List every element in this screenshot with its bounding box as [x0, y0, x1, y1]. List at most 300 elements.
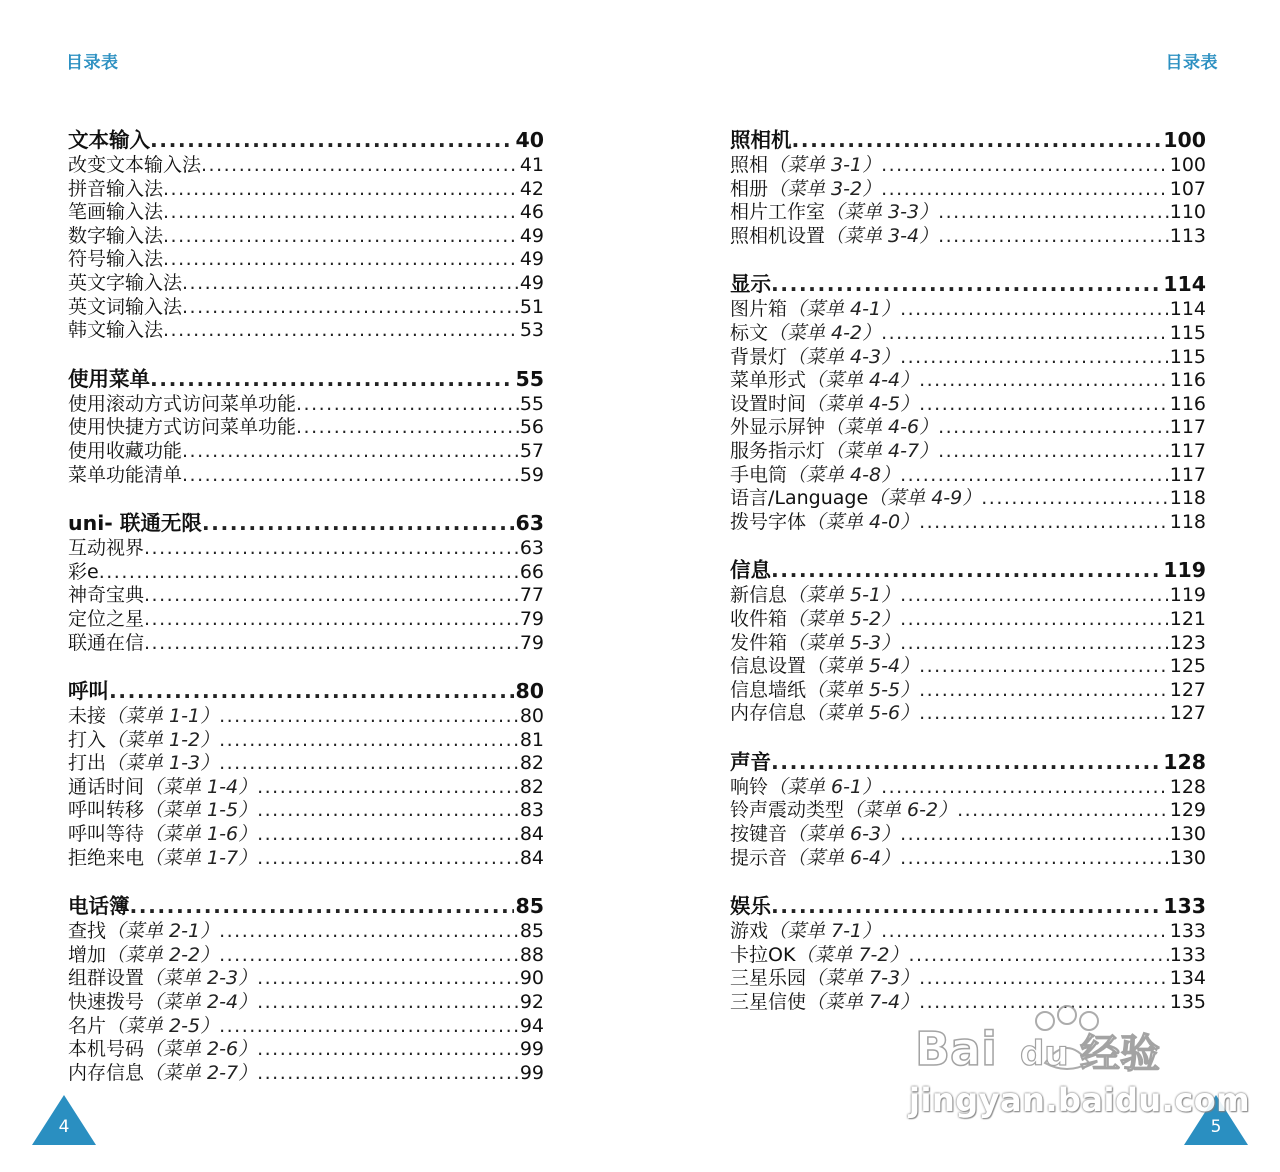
toc-entry [68, 823, 544, 847]
entry-page-number: 46 [519, 201, 544, 224]
entry-label: 符号输入法 [68, 248, 164, 271]
dot-leader [881, 776, 1169, 800]
entry-page-number: 84 [519, 823, 544, 846]
toc-entry [730, 799, 1206, 823]
entry-label: 拼音输入法 [68, 177, 164, 200]
toc-entry [68, 920, 544, 944]
baidu-jingyan-logo [905, 1003, 1205, 1083]
svg-text:Bai: Bai [915, 1022, 997, 1076]
toc-entry [730, 298, 1206, 322]
dot-leader [163, 319, 519, 343]
dot-leader [900, 608, 1169, 632]
section-title: 显示 [730, 272, 771, 297]
entry-label: 铃声震动类型 [730, 799, 845, 822]
entry-page-number: 92 [519, 991, 544, 1014]
entry-label: 打入 [68, 728, 107, 751]
section-page-number: 100 [1163, 128, 1206, 152]
entry-label: 使用收藏功能 [68, 439, 183, 462]
section-page-number: 128 [1163, 749, 1206, 774]
dot-leader [771, 893, 1162, 920]
dot-leader [150, 366, 514, 393]
entry-menu-ref: （菜单 2-5） [106, 1014, 220, 1037]
section-title: 电话簿 [68, 894, 130, 919]
toc-entry [68, 944, 544, 968]
entry-page-number: 49 [519, 224, 544, 247]
dot-leader [900, 584, 1169, 608]
section-title: 文本输入 [68, 128, 150, 152]
entry-menu-ref: （菜单 3-1） [768, 154, 882, 176]
entry-label: 内存信息 [68, 1061, 145, 1084]
entry-menu-ref: （菜单 3-2） [768, 177, 882, 200]
entry-menu-ref: （菜单 2-2） [106, 943, 220, 966]
section-page-number: 40 [515, 128, 544, 152]
entry-page-number: 41 [519, 154, 544, 176]
entry-label: 组群设置 [68, 967, 145, 990]
dot-leader [900, 298, 1169, 322]
entry-page-number: 100 [1169, 154, 1206, 176]
toc-entry [68, 296, 544, 320]
dot-leader [257, 991, 519, 1015]
entry-menu-ref: （菜单 6-1） [768, 775, 882, 798]
dot-leader [919, 393, 1169, 417]
dot-leader [771, 749, 1162, 776]
entry-page-number: 53 [519, 319, 544, 342]
entry-menu-ref: （菜单 6-3） [787, 823, 901, 846]
entry-label: 通话时间 [68, 775, 145, 798]
dot-leader [219, 1015, 519, 1039]
entry-menu-ref: （菜单 5-6） [806, 702, 920, 725]
dot-leader [792, 127, 1163, 154]
entry-page-number: 130 [1169, 823, 1206, 846]
entry-menu-ref: （菜单 4-4） [806, 369, 920, 392]
toc-entry [68, 1038, 544, 1062]
toc-section [68, 510, 544, 655]
entry-page-number: 51 [519, 295, 544, 318]
entry-page-number: 127 [1169, 678, 1206, 701]
entry-menu-ref: （菜单 4-0） [806, 510, 920, 533]
entry-label: 标文 [730, 321, 769, 344]
dot-leader [771, 557, 1162, 584]
dot-leader [182, 296, 519, 320]
entry-label: 打出 [68, 752, 107, 775]
dot-leader [296, 393, 519, 417]
toc-entry [68, 537, 544, 561]
entry-label: 菜单形式 [730, 369, 807, 392]
toc-section [730, 749, 1206, 870]
dot-leader [201, 154, 519, 178]
toc-section-heading [68, 127, 544, 154]
entry-label: 使用滚动方式访问菜单功能 [68, 392, 297, 415]
entry-menu-ref: （菜单 5-5） [806, 678, 920, 701]
entry-label: 笔画输入法 [68, 201, 164, 224]
dot-leader [182, 272, 519, 296]
toc-entry [68, 248, 544, 272]
entry-menu-ref: （菜单 2-6） [144, 1038, 258, 1061]
dot-leader [109, 678, 514, 705]
toc-entry [68, 584, 544, 608]
toc-entry [730, 584, 1206, 608]
entry-label: 查找 [68, 920, 107, 943]
entry-label: 服务指示灯 [730, 439, 826, 462]
entry-label: 快速拨号 [68, 991, 145, 1014]
entry-label: 呼叫转移 [68, 799, 145, 822]
entry-page-number: 110 [1169, 201, 1206, 224]
entry-label: 收件箱 [730, 607, 788, 630]
toc-section [68, 893, 544, 1085]
entry-menu-ref: （菜单 1-4） [144, 775, 258, 798]
section-page-number: 114 [1163, 272, 1206, 297]
toc-entry [730, 154, 1206, 178]
dot-leader [938, 416, 1169, 440]
entry-page-number: 99 [519, 1061, 544, 1084]
entry-page-number: 49 [519, 248, 544, 271]
entry-label: 新信息 [730, 584, 788, 607]
section-title: 呼叫 [68, 679, 109, 704]
entry-page-number: 134 [1169, 967, 1206, 990]
dot-leader [909, 944, 1169, 968]
toc-section-heading [68, 510, 544, 537]
toc-entry [730, 967, 1206, 991]
dot-leader [219, 752, 519, 776]
entry-label: 改变文本输入法 [68, 154, 202, 176]
toc-section [730, 893, 1206, 1014]
entry-label: 数字输入法 [68, 224, 164, 247]
dot-leader [257, 1038, 519, 1062]
entry-menu-ref: （菜单 7-2） [795, 943, 909, 966]
entry-label: 外显示屏钟 [730, 416, 826, 439]
toc-entry [730, 823, 1206, 847]
section-page-number: 119 [1163, 558, 1206, 583]
right-page [640, 0, 1280, 1172]
section-page-number: 85 [515, 894, 544, 919]
toc-entry [68, 847, 544, 871]
toc-entry [68, 991, 544, 1015]
entry-menu-ref: （菜单 1-7） [144, 846, 258, 869]
toc-section [730, 557, 1206, 726]
dot-leader [163, 201, 519, 225]
entry-label: 信息墙纸 [730, 678, 807, 701]
entry-page-number: 121 [1169, 607, 1206, 630]
entry-label: 照相 [730, 154, 769, 176]
entry-label: 语言/Language [730, 487, 869, 510]
entry-menu-ref: （菜单 4-7） [825, 439, 939, 462]
toc-entry [730, 608, 1206, 632]
dot-leader [257, 847, 519, 871]
section-title: 声音 [730, 749, 771, 774]
entry-menu-ref: （菜单 4-8） [787, 463, 901, 486]
entry-page-number: 56 [519, 416, 544, 439]
entry-menu-ref: （菜单 2-1） [106, 920, 220, 943]
entry-label: 相册 [730, 177, 769, 200]
entry-label: 呼叫等待 [68, 823, 145, 846]
entry-menu-ref: （菜单 7-1） [768, 920, 882, 943]
entry-label: 内存信息 [730, 702, 807, 725]
entry-menu-ref: （菜单 5-4） [806, 655, 920, 678]
toc-entry [68, 705, 544, 729]
toc-section-heading [730, 127, 1206, 154]
toc-section-heading [68, 893, 544, 920]
entry-label: 联通在信 [68, 631, 145, 654]
dot-leader [182, 464, 519, 488]
toc-entry [68, 967, 544, 991]
entry-menu-ref: （菜单 7-4） [806, 991, 920, 1014]
dot-leader [219, 705, 519, 729]
entry-page-number: 130 [1169, 846, 1206, 869]
entry-page-number: 57 [519, 439, 544, 462]
toc-section-heading [730, 893, 1206, 920]
entry-menu-ref: （菜单 5-1） [787, 584, 901, 607]
dot-leader [900, 632, 1169, 656]
toc-entry [730, 679, 1206, 703]
dot-leader [219, 920, 519, 944]
entry-menu-ref: （菜单 1-2） [106, 728, 220, 751]
entry-page-number: 80 [519, 705, 544, 728]
entry-menu-ref: （菜单 4-1） [787, 298, 901, 321]
toc-entry [730, 702, 1206, 726]
entry-menu-ref: （菜单 2-4） [144, 991, 258, 1014]
entry-page-number: 114 [1169, 298, 1206, 321]
entry-menu-ref: （菜单 1-5） [144, 799, 258, 822]
entry-label: 神奇宝典 [68, 584, 145, 607]
entry-menu-ref: （菜单 4-3） [787, 345, 901, 368]
entry-page-number: 94 [519, 1014, 544, 1037]
entry-page-number: 117 [1169, 439, 1206, 462]
dot-leader [881, 920, 1169, 944]
page-number: 5 [1210, 1117, 1222, 1137]
dot-leader [938, 440, 1169, 464]
entry-page-number: 129 [1169, 799, 1206, 822]
toc-entry [68, 464, 544, 488]
dot-leader [130, 893, 515, 920]
svg-text:du: du [1020, 1034, 1069, 1074]
entry-page-number: 83 [519, 799, 544, 822]
page-header: 目录表 [1165, 53, 1218, 73]
section-title: 使用菜单 [68, 366, 150, 391]
toc-entry [68, 201, 544, 225]
table-of-contents [730, 127, 1206, 1038]
watermark-url: jingyan.baidu.com [909, 1081, 1251, 1119]
dot-leader [219, 729, 519, 753]
entry-menu-ref: （菜单 4-2） [768, 321, 882, 344]
toc-entry [68, 178, 544, 202]
toc-entry [730, 346, 1206, 370]
entry-menu-ref: （菜单 4-9） [868, 487, 982, 510]
dot-leader [257, 799, 519, 823]
entry-label: 拨号字体 [730, 510, 807, 533]
toc-entry [68, 154, 544, 178]
dot-leader [257, 967, 519, 991]
entry-page-number: 116 [1169, 369, 1206, 392]
entry-page-number: 128 [1169, 775, 1206, 798]
baidu-logo-lettering [915, 1022, 1160, 1077]
toc-entry [68, 776, 544, 800]
section-title: uni- 联通无限 [68, 511, 202, 536]
entry-page-number: 118 [1169, 510, 1206, 533]
entry-page-number: 79 [519, 607, 544, 630]
dot-leader [881, 154, 1169, 178]
section-page-number: 55 [515, 366, 544, 391]
toc-section [68, 127, 544, 343]
entry-page-number: 116 [1169, 392, 1206, 415]
entry-label: 按键音 [730, 823, 788, 846]
entry-label: 互动视界 [68, 537, 145, 560]
entry-page-number: 82 [519, 752, 544, 775]
toc-entry [730, 178, 1206, 202]
baidu-watermark [905, 1003, 1251, 1123]
entry-page-number: 79 [519, 631, 544, 654]
entry-page-number: 63 [519, 537, 544, 560]
section-title: 信息 [730, 558, 771, 583]
section-title: 照相机 [730, 128, 792, 152]
entry-page-number: 113 [1169, 224, 1206, 247]
entry-label: 图片箱 [730, 298, 788, 321]
entry-label: 三星信使 [730, 991, 807, 1014]
entry-page-number: 55 [519, 392, 544, 415]
dot-leader [150, 127, 514, 154]
dot-leader [99, 561, 519, 585]
entry-menu-ref: （菜单 3-4） [825, 224, 939, 247]
entry-label: 增加 [68, 943, 107, 966]
toc-entry [68, 440, 544, 464]
toc-entry [68, 608, 544, 632]
dot-leader [163, 248, 519, 272]
toc-entry [730, 511, 1206, 535]
entry-menu-ref: （菜单 7-3） [806, 967, 920, 990]
entry-page-number: 133 [1169, 943, 1206, 966]
dot-leader [919, 679, 1169, 703]
entry-page-number: 115 [1169, 345, 1206, 368]
entry-label: 未接 [68, 705, 107, 728]
toc-entry [68, 272, 544, 296]
entry-page-number: 42 [519, 177, 544, 200]
dot-leader [771, 271, 1162, 298]
entry-page-number: 117 [1169, 416, 1206, 439]
dot-leader [144, 537, 519, 561]
entry-page-number: 88 [519, 943, 544, 966]
page-header: 目录表 [66, 53, 119, 73]
dot-leader [981, 487, 1168, 511]
entry-label: 本机号码 [68, 1038, 145, 1061]
toc-entry [730, 440, 1206, 464]
toc-entry [730, 322, 1206, 346]
entry-menu-ref: （菜单 2-3） [144, 967, 258, 990]
toc-entry [730, 487, 1206, 511]
dot-leader [919, 702, 1169, 726]
entry-page-number: 81 [519, 728, 544, 751]
section-title: 娱乐 [730, 894, 771, 919]
toc-section-heading [730, 749, 1206, 776]
entry-menu-ref: （菜单 6-2） [844, 799, 958, 822]
dot-leader [919, 369, 1169, 393]
dot-leader [257, 1062, 519, 1086]
entry-menu-ref: （菜单 5-3） [787, 631, 901, 654]
toc-section-heading [730, 557, 1206, 584]
dot-leader [219, 944, 519, 968]
dot-leader [144, 632, 519, 656]
toc-entry [68, 1062, 544, 1086]
toc-section [68, 366, 544, 487]
dot-leader [938, 201, 1169, 225]
entry-page-number: 125 [1169, 655, 1206, 678]
toc-entry [730, 369, 1206, 393]
dot-leader [900, 346, 1169, 370]
entry-menu-ref: （菜单 1-6） [144, 823, 258, 846]
dot-leader [144, 584, 519, 608]
toc-section-heading [68, 678, 544, 705]
entry-label: 使用快捷方式访问菜单功能 [68, 416, 297, 439]
entry-menu-ref: （菜单 2-7） [144, 1061, 258, 1084]
dot-leader [257, 776, 519, 800]
dot-leader [957, 799, 1169, 823]
entry-menu-ref: （菜单 1-1） [106, 705, 220, 728]
entry-page-number: 117 [1169, 463, 1206, 486]
entry-label: 彩e [68, 560, 99, 583]
toc-entry [730, 847, 1206, 871]
entry-page-number: 115 [1169, 321, 1206, 344]
table-of-contents [68, 127, 544, 1108]
dot-leader [938, 225, 1169, 249]
toc-entry [68, 416, 544, 440]
entry-label: 菜单功能清单 [68, 463, 183, 486]
entry-label: 相片工作室 [730, 201, 826, 224]
dot-leader [257, 823, 519, 847]
entry-page-number: 84 [519, 846, 544, 869]
entry-page-number: 49 [519, 271, 544, 294]
dot-leader [919, 967, 1169, 991]
toc-entry [68, 632, 544, 656]
entry-menu-ref: （菜单 6-4） [787, 846, 901, 869]
entry-label: 发件箱 [730, 631, 788, 654]
dot-leader [919, 655, 1169, 679]
entry-label: 名片 [68, 1014, 107, 1037]
toc-entry [68, 729, 544, 753]
toc-section-heading [730, 271, 1206, 298]
toc-entry [730, 944, 1206, 968]
entry-label: 照相机设置 [730, 224, 826, 247]
page-number: 4 [58, 1117, 70, 1137]
entry-label: 设置时间 [730, 392, 807, 415]
toc-entry [68, 1015, 544, 1039]
toc-entry [730, 201, 1206, 225]
entry-label: 响铃 [730, 775, 769, 798]
section-page-number: 63 [515, 511, 544, 536]
dot-leader [144, 608, 519, 632]
dot-leader [900, 464, 1169, 488]
entry-page-number: 99 [519, 1038, 544, 1061]
entry-menu-ref: （菜单 3-3） [825, 201, 939, 224]
toc-entry [68, 752, 544, 776]
toc-entry [730, 920, 1206, 944]
entry-page-number: 66 [519, 560, 544, 583]
toc-section [730, 271, 1206, 534]
toc-entry [68, 225, 544, 249]
entry-page-number: 119 [1169, 584, 1206, 607]
dot-leader [919, 511, 1169, 535]
entry-page-number: 133 [1169, 920, 1206, 943]
toc-entry [730, 632, 1206, 656]
dot-leader [202, 510, 515, 537]
section-page-number: 133 [1163, 894, 1206, 919]
entry-menu-ref: （菜单 1-3） [106, 752, 220, 775]
entry-page-number: 127 [1169, 702, 1206, 725]
entry-label: 定位之星 [68, 607, 145, 630]
section-page-number: 80 [515, 679, 544, 704]
dot-leader [881, 322, 1169, 346]
toc-entry [730, 393, 1206, 417]
entry-page-number: 90 [519, 967, 544, 990]
entry-label: 三星乐园 [730, 967, 807, 990]
entry-label: 手电筒 [730, 463, 788, 486]
